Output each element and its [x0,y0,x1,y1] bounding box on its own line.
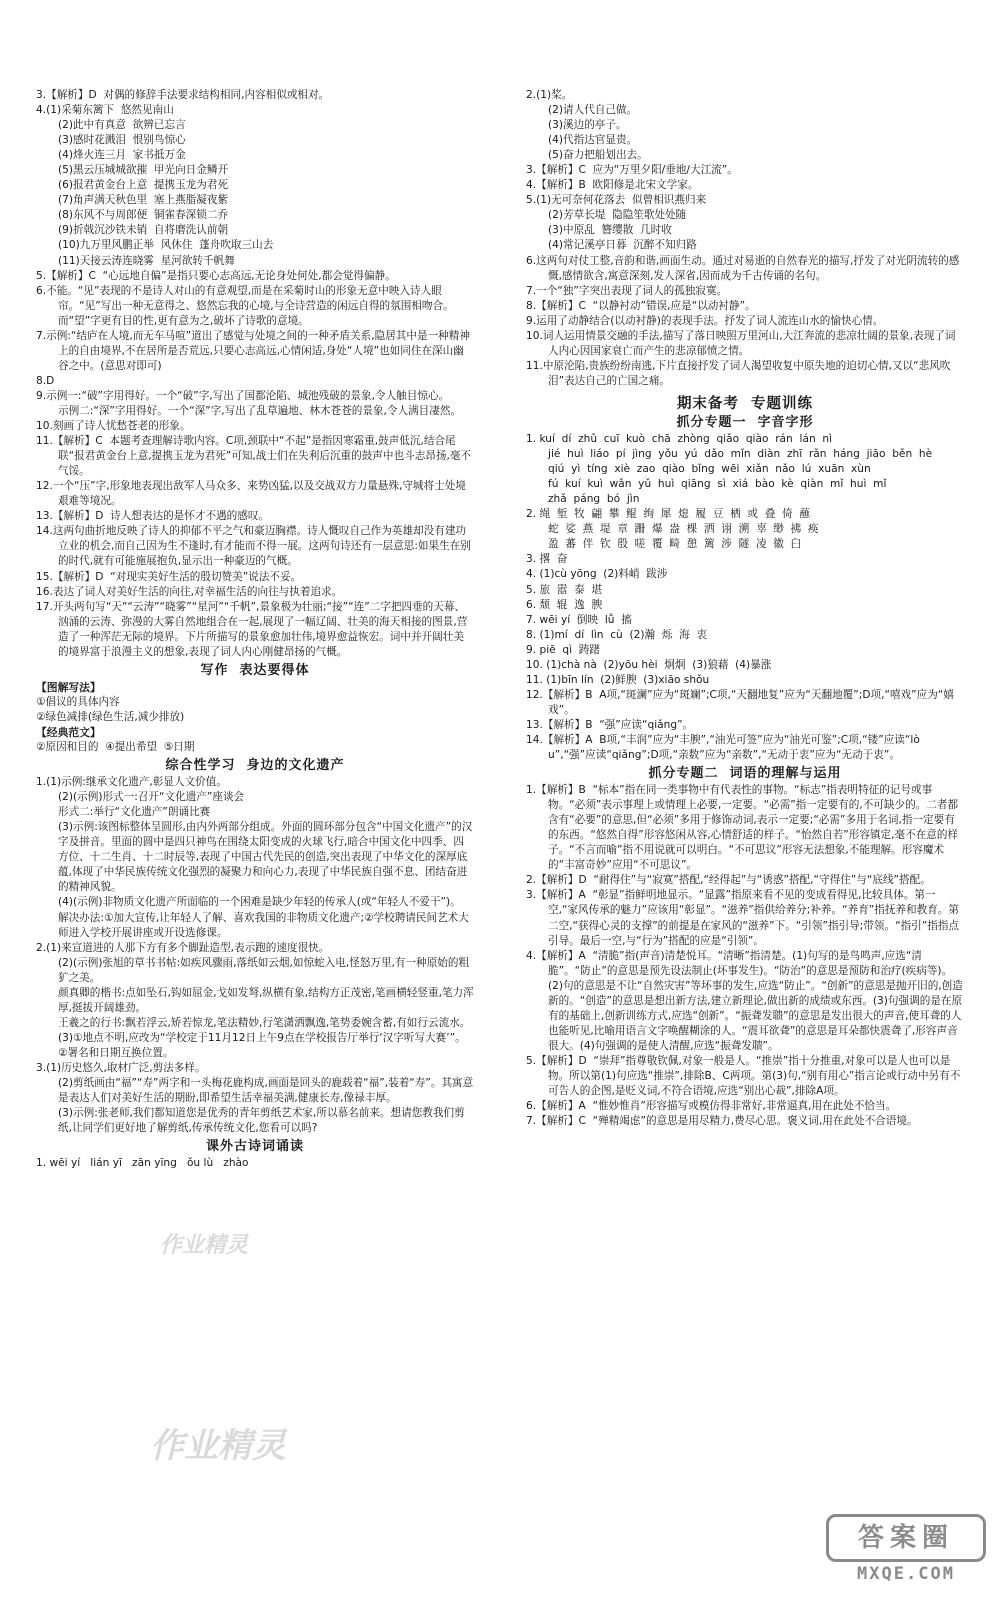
answer-line: 4.【解析】A “清脆”指(声音)清楚悦耳。“清晰”指清楚。(1)句写的是鸟鸣声,应选“清脆”。“防止”的意思是预先设法制止(坏事发生)。“防治”的意思是预防和治疗(疾病等)。(2)句的意思是不让“自然灾害”等坏事的发生,应选“防止”。“创新”的意思是抛开旧的,创造新的。“创造”的意思是想出新方法,建立新理论,做出新的成绩或东西。(3)句强调的是在原有的基础上,创新训练方式,应选“创新”。“振聋发聩”的意思是发出很大的声音,使耳聋的人也能听见,比喻用语言文字唤醒糊涂的人。“震耳欲聋”的意思是耳朵都快震聋了,形容声音很大。(4)句强调的是使人清醒,应选“振聋发聩”。 [526,949,963,1052]
answer-line: (4)烽火连三月 家书抵万金 [58,149,186,162]
answer-line: (9)折戟沉沙铁未销 自将磨洗认前朝 [58,224,229,237]
answer-line: 9.示例一:“破”字用得好。一个“破”字,写出了国都沦陷、城池残破的景象,令人触目惊心。 [36,389,450,402]
answer-line: 7.一个“独”字突出表现了词人的孤独寂寞。 [526,284,728,297]
answer-line: 1. kuí dí zhǔ cuī kuò chā zhòng qiǎo qiào rán lán nì [526,433,833,446]
answer-line: jié huì liáo pí jìng yǒu yú dǎo mǐn diàn zhī rǎn háng jiāo běn hè [548,448,933,461]
answer-line: 2.(1)桨。 [526,89,573,101]
answer-line: 13.【解析】B “强”应读“qiǎng”。 [526,718,694,731]
answer-line: 盈 蕃 伴 钦 殷 嗟 覆 畸 憩 篱 涉 隧 凌 徽 臼 [548,538,802,551]
answer-line: (8)东风不与周郎便 铜雀春深锁二乔 [58,209,229,222]
answer-line: ②署名和日期互换位置。 [58,1046,174,1059]
answer-line: 5.(1)无可奈何花落去 似曾相识燕归来 [526,194,707,207]
answer-line: 14.这两句曲折地反映了诗人的抑郁不平之气和豪迈胸襟。诗人慨叹自己作为英雄却没有建功立业的机会,而自己因为生不逢时,有才能而不得一展。这两句诗还有一层意思:如果生在别的时代,就有可能施展抱负,显示出一种豪迈的气概。 [36,525,471,568]
answer-line: 4.【解析】B 欧阳修是北宋文学家。 [526,179,699,192]
watermark-center: 作业精灵 [160,1232,249,1258]
answer-line: (3)①地点不明,应改为“学校定于11月12日上午9点在学校报告厅举行‘汉字听写大赛’”。 [58,1031,466,1044]
answer-line: ①倡议的具体内容 [36,695,120,708]
answer-line: 13.【解析】D 诗人想表达的是怀才不遇的感叹。 [36,510,270,523]
answer-line: 3.【解析】C 应为“万里夕阳/垂地/大江流”。 [526,164,738,177]
answer-line: 6. 颓 辊 逸 腴 [526,598,603,611]
answer-line: (5)黑云压城城欲摧 甲光向日金鳞开 [58,164,229,177]
answer-line: 6.不能。“见”表现的不是诗人对山的有意观望,而是在采菊时山的形象无意中映入诗人眼帘。“见”写出一种无意得之、悠然忘我的心境,与全诗营造的闲远自得的氛围相吻合。而“望”字更有目的性,更有意为之,破坏了诗歌的意境。 [36,284,454,327]
answer-line: (4)常记溪亭日暮 沉醉不知归路 [548,239,697,252]
answer-line: 4.(1)采菊东篱下 悠然见南山 [36,104,174,117]
logo-mark: 答案圈 [826,1514,986,1562]
answer-line: (2)剪纸画由“福”“寿”两字和一头梅花鹿构成,画面是回头的鹿载着“福”,装着“寿”。其寓意是表达人们对美好生活的期盼,即希望生活幸福美满,健康长寿,像禄丰厚。 [58,1077,474,1105]
answer-line: (7)角声满天秋色里 塞上燕脂凝夜紫 [58,194,229,207]
subsection-label: 【图解写法】 [36,680,101,694]
answer-line: (2)请人代自己做。 [548,104,638,117]
answer-line: 8.D [36,374,55,387]
answer-line: 8.【解析】C “以静衬动”错误,应是“以动衬静”。 [526,299,756,312]
answer-line: 3. 撂 奋 [526,553,568,566]
answer-line: 9.运用了动静结合(以动衬静)的表现手法。抒发了词人流连山水的愉快心情。 [526,314,884,327]
answer-line: 11.中原沦陷,贵族纷纷南逃,下片直接抒发了词人渴望收复中原失地的迫切心情,又以“悲风吹泪”表达自己的亡国之痛。 [526,359,951,387]
answer-line: (2)(示例)形式一:召开“文化遗产”座谈会 [58,791,245,804]
section-heading: 抓分专题二 词语的理解与运用 [648,766,842,782]
answer-line: (10)九万里风鹏正举 风休住 蓬舟吹取三山去 [58,239,274,252]
answer-line: 1.(1)示例:继承文化遗产,彰显人文价值。 [36,776,227,789]
section-heading: 期末备考 专题训练 [676,395,814,412]
answer-line: (2)(示例)张旭的草书书帖:如疾风骤雨,落纸如云烟,如惊蛇入电,怪怒万里,有一种原始的粗犷之美。 [58,956,470,984]
site-logo [826,1514,986,1586]
watermark-bottom: 作业精灵 [150,1426,286,1466]
answer-line: 蛇 娑 燕 堤 章 跚 爆 盎 棵 洒 诩 溯 辜 缈 拂 痪 [548,523,819,536]
answer-line: 17.开头两句写“天”“云涛”“晓雾”“星河”“千帆”,景象极为壮丽;“接”“连”二字把四垂的天幕、汹涌的云涛、弥漫的大雾自然地组合在一起,展现了一幅辽阔、壮美的海天相接的图景,营造了一种浑茫无际的境界。下片所描写的景象愈加壮伟,境界愈益恢宏。词中并开阔壮美的境界富于浪漫主义的想象,表现了词人内心刚健昂扬的气概。 [36,600,468,658]
answer-line: 12.【解析】B A项,“斑澜”应为“斑斓”;C项,“天翻地复”应为“天翻地覆”;D项,“嘻戏”应为“嬉戏”。 [526,688,954,716]
answer-line: (4)(示例)非物质文化遗产所面临的一个困难是缺少年轻的传承人(或“年轻人不爱干”)。 [58,896,461,909]
answer-line: 3.【解析】D 对偶的修辞手法要求结构相同,内容相似或相对。 [36,89,330,101]
answer-line: 7. wēi yí 倒映 lǚ 搐 [526,613,632,626]
answer-line: 7.示例:“结庐在人境,而无车马喧”道出了感觉与处境之间的一种矛盾关系,隐居其中是一种精神上的自由境界,不在居所是否荒远,只要心志高远,心情闲适,身处“人境”也如同住在深山幽谷之中。(意思对即可) [36,329,470,372]
logo-url: MXQE.COM [857,1564,955,1584]
answer-line: 11.【解析】C 本题考查理解诗歌内容。C项,颈联中“不起”是指因寒霜重,鼓声低沉,结合尾联“报君黄金台上意,提携玉龙为君死”可知,战士们在失利后沉重的鼓声中也斗志昂扬,毫不气馁。 [36,435,472,478]
answer-line: (3)溪边的亭子。 [548,119,627,132]
answer-line: (3)感时花溅泪 恨别鸟惊心 [58,134,186,147]
right-column [526,88,964,1129]
answer-line: 14.【解析】A B项,“丰润”应为“丰腴”,“油光可签”应为“油光可鉴”;C项,“镂”应读“lòu”,“强”应读“qiǎng”;D项,“亲数”应为“亲数”,“无动于衷”应为“无动于衷”。 [526,733,920,762]
answer-line: 2.(1)来宣道进的人那下方有多个脚趾造型,表示跑的速度很快。 [36,941,330,954]
answer-line: 3.【解析】A “彰显”指鲜明地显示。“显露”指原来看不见的变成看得见,比较具体。第一空,“家风传承的魅力”应该用“彰显”。“滋养”指供给养分;补养。“养育”指抚养和教育。第二空,“获得心灵的支撑”的前提是在家风的“滋养”下。“引领”指引导;带领。“指引”指指点引导。最后一空,与“行为”搭配的应是“引领”。 [526,889,960,947]
answer-line: (2)此中有真意 欲辨已忘言 [58,119,186,132]
answer-line: ②原因和目的 ④提出希望 ⑤日期 [36,741,195,754]
answer-line: 2. 绳 堑 牧 翩 攀 鲲 绚 犀 熄 履 豆 栖 或 叠 倚 蘸 [526,508,810,521]
answer-line: 5.【解析】C “心远地自偏”是指只要心志高远,无论身处何处,都会觉得偏静。 [36,269,396,282]
answer-line: 8. (1)mí dí lìn cù (2)瀚 烁 海 衷 [526,628,708,641]
answer-line: 示例二:“深”字用得好。一个“深”字,写出了乱草遍地、林木苍苍的景象,令人满目凄然。 [58,404,462,417]
answer-line: 10. (1)chà nà (2)yōu hèi 炯炯 (3)狼藉 (4)暴涨 [526,658,772,671]
answer-line: 5.【解析】D “崇拜”指尊敬钦佩,对象一般是人。“推崇”指十分推重,对象可以是人也可以是物。所以第(1)句应选“推崇”,排除B、C两项。第(3)句,“别有用心”指言论或行动中另有不可告人的企图,是贬义词,不符合语境,应选“别出心裁”,排除A项。 [526,1054,961,1098]
answer-line: (6)报君黄金台上意 提携玉龙为君死 [58,179,229,192]
answer-line: 10.刻画了诗人忧愁苍老的形象。 [36,420,191,433]
answer-line: zhǎ páng bó jìn [548,493,640,506]
answer-line: 形式二:举行“文化遗产”朗诵比赛 [58,806,211,819]
answer-line: 6.【解析】A “惟妙惟肖”形容描写或模仿得非常好,非常逼真,用在此处不恰当。 [526,1100,897,1113]
answer-line: ②绿色减排(绿色生活,减少排放) [36,710,185,723]
section-heading: 写作 表达要得体 [200,662,310,678]
answer-line: 16.表达了词人对美好生活的向往,对幸福生活的向往与执着追求。 [36,585,343,598]
answer-line: 10.词人运用情景交融的手法,描写了落日映照万里河山,大江奔流的悲凉壮阔的景象,表现了词人内心因国家衰亡而产生的悲凉郁愤之情。 [526,329,956,357]
answer-line: (3)示例:张老师,我们都知道您是优秀的青年剪纸艺术家,所以慕名前来。想请您教我们剪纸,让同学们更好地了解剪纸,传承传统文化,您看可以吗? [58,1107,465,1135]
answer-line: 1.【解析】B “标本”指在同一类事物中有代表性的事物。“标志”指表明特征的记号或事物。“必须”表示事理上或情理上必要,一定要。“必需”指一定要有的,不可缺少的。二者都含有“必要”的意思,但“必须”多用于修饰动词,表示一定要;“必需”多用于名词,指一定要有的东西。“悠然自得”形容悠闲从容,心情舒适的样子。“怡然自若”形容镇定,毫不在意的样子。“不言而喻”指不用说就可以明白。“不可思议”形容无法想象,不能理解。形容魔术的“丰富奇妙”应用“不可思议”。 [526,784,959,872]
answer-line: 2.【解析】D “耐得住”与“寂寞”搭配,“经得起”与“诱惑”搭配,“守得住”与“底线”搭配。 [526,874,931,887]
answer-line: qiú yì tíng xiè zao qiào bǐng wēi xiǎn nǎo lú xuān xùn [548,463,871,476]
answer-line: (3)示例:该图标整体呈圆形,由内外两部分组成。外面的圆环部分包含“中国文化遗产”的汉字及拼音。里面的圆中是四只神鸟在围绕太阳变成的火球飞行,暗合中国文化中四季、四方位、十二生肖、十二时辰等,表现了中国古代先民的创造,突出表现了中华文化的深厚底蕴,体现了中华民族传统文化强烈的凝聚力和向心力,表现了中华民族自强不息、团结奋进的精神风貌。 [58,821,473,894]
answer-line: 5. 旅 嚣 泰 堪 [526,583,603,596]
answer-line: (11)天接云涛连晓雾 星河欲转千帆舞 [58,254,235,267]
answer-line: 15.【解析】D “对现实美好生活的殷切赞美”说法不妥。 [36,570,302,583]
answer-line: 9. piē qì 踌躇 [526,643,600,656]
answer-line: 王羲之的行书:飘若浮云,矫若惊龙,笔法精妙,行笔潇洒飘逸,笔势委婉含蓄,有如行云流水。 [58,1016,471,1029]
answer-line: 3.(1)历史悠久,取材广泛,剪法多样。 [36,1062,206,1074]
answer-line: 解决办法:①加大宣传,让年轻人了解、喜欢我国的非物质文化遗产;②学校聘请民间艺术大师进入学校开展讲座或开设选修课。 [58,911,469,939]
answer-line: 12.一个“压”字,形象地表现出敌军人马众多、来势凶猛,以及交战双方力量悬殊,守城将士处境艰难等境况。 [36,480,466,508]
answer-line: (2)芳草长堤 隐隐笙歌处处随 [548,209,687,222]
answer-line: 4. (1)cù yōng (2)料峭 跋涉 [526,568,668,581]
section-heading: 抓分专题一 字音字形 [676,414,814,430]
answer-line: (5)奋力把船划出去。 [548,149,648,162]
left-column [36,88,474,1171]
answer-line: 1. wēi yí lián yī zān yīng ǒu lù zhào [36,1157,249,1170]
section-heading: 综合性学习 身边的文化遗产 [165,758,345,774]
answer-line: (4)代指达官显贵。 [548,134,638,147]
answer-line: 颜真卿的楷书:点如坠石,钩如屈金,戈如发弩,纵横有象,结构方正茂密,笔画横轻竖重,笔力浑厚,挺拔开阔雄劲。 [58,986,474,1014]
answer-line: 11. (1)bīn lín (2)鲜腴 (3)xiāo shǒu [526,673,710,686]
subsection-label: 【经典范文】 [36,725,101,739]
answer-line: 7.【解析】C “殚精竭虑”的意思是用尽精力,费尽心思。褒义词,用在此处不合语境。 [526,1115,918,1128]
answer-line: fú kuí kuì wǎn yǔ huì qiāng sì xiá bào kè qiàn mǐ huì mǐ [548,478,887,491]
section-heading: 课外古诗词诵读 [205,1139,304,1155]
answer-line: 6.这两句对仗工整,音韵和谐,画面生动。通过对易逝的自然春光的描写,抒发了对光阴流转的感慨,感情欲含,寓意深刻,发人深省,因而成为千古传诵的名句。 [526,254,960,282]
answer-line: (3)中原乱 簪缨散 几时收 [548,224,672,237]
